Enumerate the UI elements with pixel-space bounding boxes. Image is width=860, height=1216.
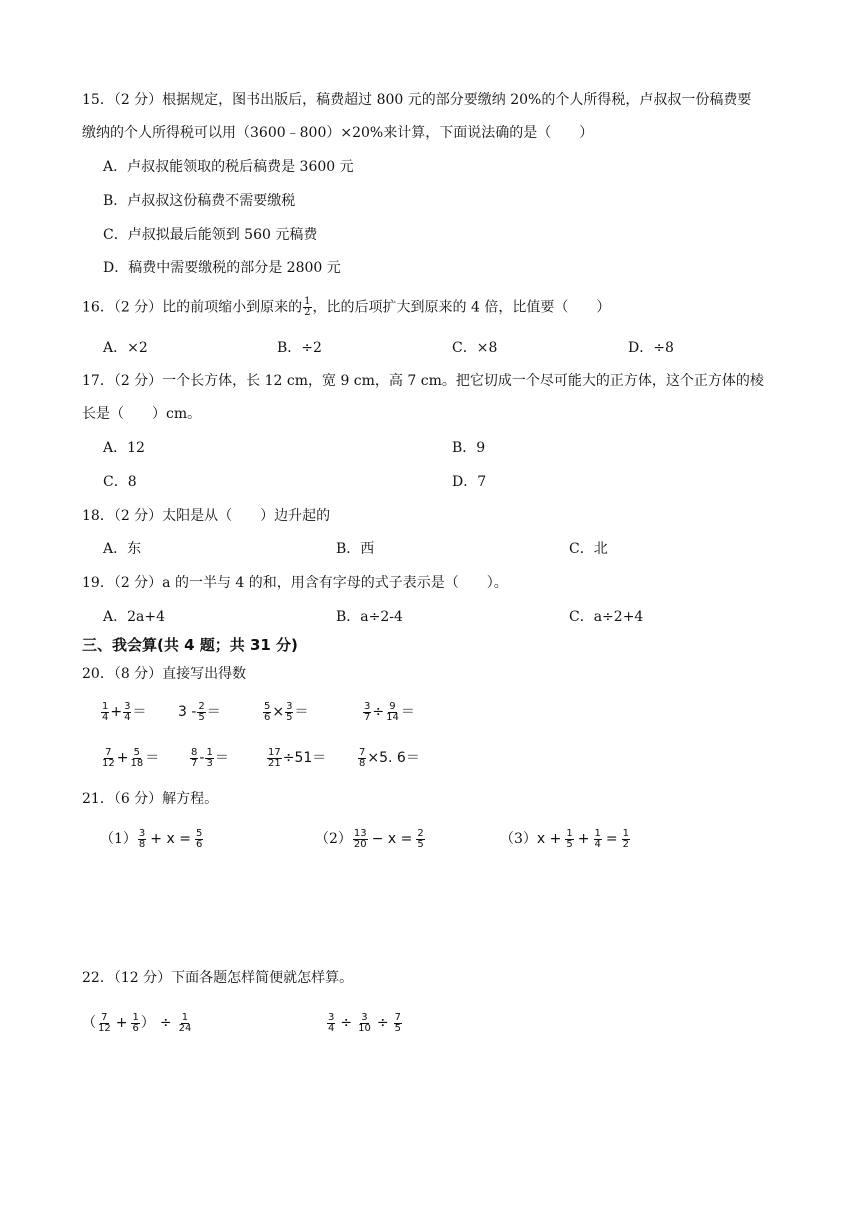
q16-option-c: C．×8: [452, 340, 498, 356]
section-3-heading: 三、我会算(共 4 题；共 31 分): [82, 636, 298, 654]
q16-stem-pre: 16．（2 分）比的前项缩小到原来的: [82, 299, 303, 316]
q22-problem-2: $\frac{3}{4}$ ÷ $\frac{3}{10}$ ÷ $\frac{7}{5}$: [328, 1011, 401, 1034]
q20-stem: 20．（8 分）直接写出得数: [82, 666, 247, 682]
q16-stem-post: ，比的后项扩大到原来的 4 倍，比值要（ ）: [312, 299, 611, 316]
q17-option-a: A．12: [103, 440, 145, 456]
q21-equation-2: （2） $\frac{13}{20}$ − x = $\frac{2}{5}$: [315, 827, 424, 850]
q20-expr-6: $\frac{8}{7}$ - $\frac{1}{3}$ ＝: [191, 746, 229, 769]
q15-option-c: C．卢叔拟最后能领到 560 元稿费: [103, 227, 318, 243]
q16-frac-numerator: 1: [304, 296, 311, 307]
q22-stem: 22．（12 分）下面各题怎样简便就怎样算。: [82, 970, 354, 986]
q20-expr-8: $\frac{7}{8}$ ×5. 6＝: [359, 746, 420, 769]
q20-expr-5: $\frac{7}{12}$ + $\frac{5}{18}$ ＝: [102, 746, 160, 769]
q18-option-b: B．西: [336, 541, 375, 557]
q15-option-a: A．卢叔叔能领取的税后稿费是 3600 元: [103, 159, 354, 175]
q20-expr-4: $\frac{3}{7}$ ÷ $\frac{9}{14}$ ＝: [364, 700, 415, 723]
q16-fraction: [303, 297, 311, 318]
q15-option-d: D．稿费中需要缴税的部分是 2800 元: [103, 260, 341, 276]
q20-expr-2: 3 - $\frac{2}{5}$ ＝: [178, 700, 221, 723]
q15-stem-line2: 缴纳的个人所得税可以用（3600﹣800）×20%来计算，下面说法确的是（ ）: [82, 125, 594, 141]
q18-stem: 18．（2 分）太阳是从（ ）边升起的: [82, 508, 331, 524]
q22-problem-1: （ $\frac{7}{12}$ + $\frac{1}{6}$ ） ÷ $\frac{1}{24}$: [82, 1011, 192, 1034]
q15-option-b: B．卢叔叔这份稿费不需要缴税: [103, 193, 296, 209]
q18-option-c: C．北: [569, 541, 608, 557]
q19-stem: 19．（2 分）a 的一半与 4 的和，用含有字母的式子表示是（ ）。: [82, 575, 508, 591]
q17-option-c: C．8: [103, 474, 137, 490]
q17-stem-line1: 17．（2 分）一个长方体，长 12 cm，宽 9 cm，高 7 cm。把它切成一个尽可能大的正方体，这个正方体的棱: [82, 373, 764, 389]
q19-option-c: C．a÷2+4: [569, 609, 644, 625]
q18-option-a: A．东: [103, 541, 142, 557]
q17-stem-line2: 长是（ ）cm。: [82, 406, 202, 422]
q16-option-d: D．÷8: [628, 340, 674, 356]
q20-expr-3: $\frac{5}{6}$ × $\frac{3}{5}$ ＝: [264, 700, 309, 723]
q17-option-d: D．7: [452, 474, 487, 490]
q17-option-b: B．9: [452, 440, 486, 456]
q21-stem: 21．（6 分）解方程。: [82, 791, 219, 807]
q16-option-a: A．×2: [103, 340, 148, 356]
q20-expr-1: $\frac{1}{4}$ + $\frac{3}{4}$ ＝: [102, 700, 147, 723]
q15-stem-line1: 15．（2 分）根据规定，图书出版后，稿费超过 800 元的部分要缴纳 20%的个人所得税，卢叔叔一份稿费要: [82, 92, 752, 108]
q19-option-b: B．a÷2-4: [336, 609, 403, 625]
q21-equation-3: （3）x + $\frac{1}{5}$ + $\frac{1}{4}$ = $\frac{1}{2}$: [500, 827, 629, 850]
q16-stem: [82, 297, 610, 318]
q16-option-b: B．÷2: [277, 340, 322, 356]
q16-frac-denominator: 2: [304, 307, 311, 318]
q19-option-a: A．2a+4: [103, 609, 166, 625]
q20-expr-7: $\frac{17}{21}$ ÷51＝: [268, 746, 327, 769]
q21-equation-1: （1） $\frac{3}{8}$ + x = $\frac{5}{6}$: [100, 827, 203, 850]
